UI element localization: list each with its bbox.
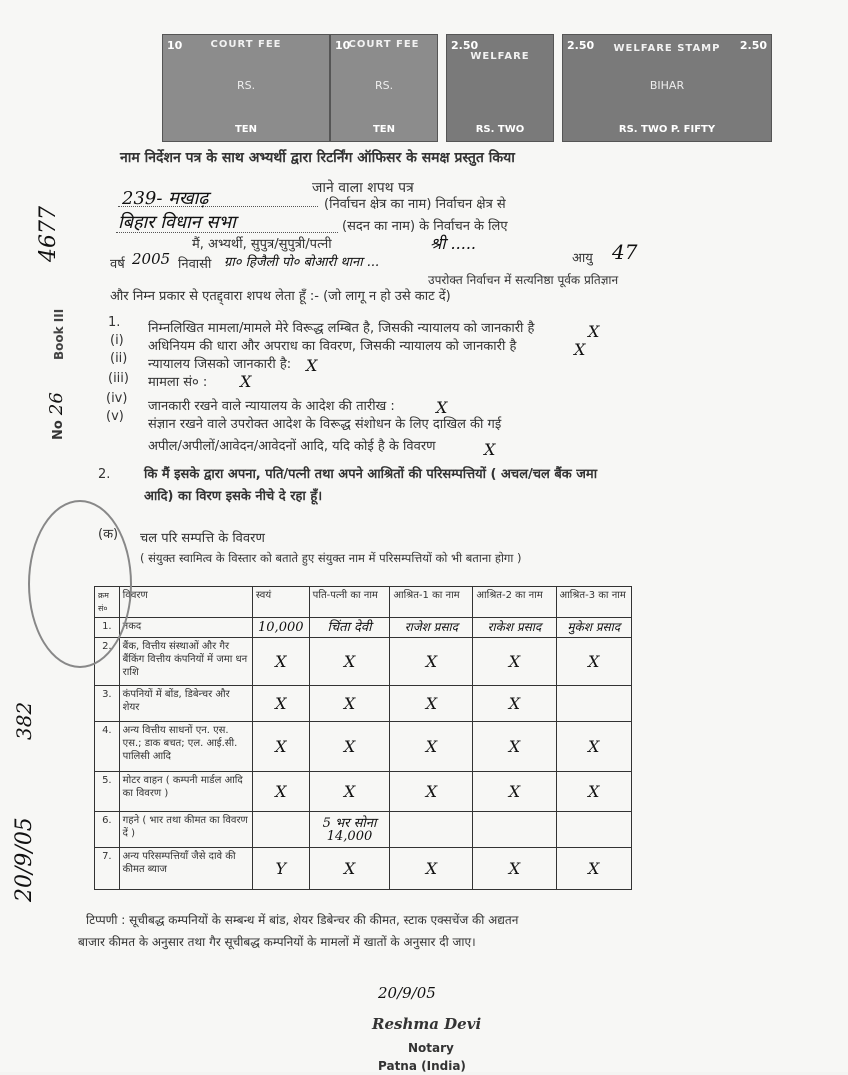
header-cell: आश्रित-1 का नाम xyxy=(390,587,473,618)
table-row: 4. अन्य वित्तीय साधनों एन. एस. एस.; डाक बचत; एल. आई.सी. पालिसी आदि X X X X X xyxy=(95,722,632,772)
section1-number: 1. xyxy=(108,315,121,330)
court-fee-stamp-2: 10 COURT FEE RS. TEN xyxy=(330,34,438,142)
section-ka-note: ( संयुक्त स्वामित्व के विस्तार को बताते हुए संयुक्त नाम में परिसम्पत्तियों को भी बताना होगा ) xyxy=(140,551,522,565)
section2-number: 2. xyxy=(98,467,111,482)
item-i-text: अधिनियम की धारा और अपराध का विवरण, जिसकी न्यायालय को जानकारी है xyxy=(148,339,517,354)
year-label: वर्ष xyxy=(110,257,125,272)
age-handwritten: 47 xyxy=(612,240,638,264)
house-label: (सदन का नाम) के निर्वाचन के लिए xyxy=(342,219,508,234)
header-cell: आश्रित-2 का नाम xyxy=(473,587,556,618)
header-line-2: जाने वाला शपथ पत्र xyxy=(312,180,414,196)
section-ka-title: चल परि सम्पत्ति के विवरण xyxy=(140,531,265,546)
section1-text: निम्नलिखित मामला/मामले मेरे विरूद्ध लम्बित है, जिसकी न्यायालय को जानकारी है xyxy=(148,321,535,336)
header-cell: पति-पत्नी का नाम xyxy=(309,587,390,618)
margin-date: 20/9/05 xyxy=(12,817,37,902)
item-i-mark: X xyxy=(574,340,586,359)
header-cell: आश्रित-3 का नाम xyxy=(556,587,632,618)
candidate-label: मैं, अभ्यर्थी, सुपुत्र/सुपुत्री/पत्नी xyxy=(192,237,332,252)
resident-label: निवासी xyxy=(178,257,212,272)
section2-line-2: आदि) का विरण इसके नीचे दे रहा हूँ। xyxy=(144,489,323,504)
item-ii-text: न्यायालय जिसको जानकारी है: xyxy=(148,357,292,372)
header-cell: क्रम सं० xyxy=(95,587,120,618)
item-iii-label: (iii) xyxy=(108,371,129,386)
item-iii-mark: X xyxy=(240,372,252,391)
notary-signature: 20/9/05 xyxy=(378,984,436,1002)
address-handwritten: ग्रा० हिजैली पो० बोआरी थाना ... xyxy=(224,255,380,270)
section2-line-1: कि मैं इसके द्वारा अपना, पति/पत्नी तथा अपने आश्रितों की परिसम्पत्तियों ( अचल/चल बैंक जमा xyxy=(144,467,598,482)
item-v-text: संज्ञान रखने वाले उपरोक्त आदेश के विरूद्ध संशोधन के लिए दाखिल की गई xyxy=(148,417,502,432)
oath-continue: उपरोक्त निर्वाचन में सत्यनिष्ठा पूर्वक प्रतिज्ञान xyxy=(428,273,619,287)
item-iv-label: (iv) xyxy=(106,391,128,406)
notary-name: Reshma Devi xyxy=(372,1015,482,1033)
house-line xyxy=(116,232,338,233)
item-v-label: (v) xyxy=(106,409,124,424)
table-row: 7. अन्य परिसम्पत्तियाँ जैसे दावे की कीमत ब्याज Y X X X X xyxy=(95,848,632,890)
welfare-stamp-1: 2.50 WELFARE RS. TWO xyxy=(446,34,554,142)
oath-line-2: और निम्न प्रकार से एतद्द्वारा शपथ लेता हूँ :- (जो लागू न हो उसे काट दें) xyxy=(110,289,451,304)
table-row: 3. कंपनियों में बोंड, डिबेन्चर और शेयर X X X X xyxy=(95,686,632,722)
candidate-handwritten: श्री ..... xyxy=(430,234,476,253)
margin-page-number: 382 xyxy=(12,701,36,740)
section1-mark: X xyxy=(588,322,600,341)
age-label: आयु xyxy=(572,251,593,266)
footnote-line-2: बाजार कीमत के अनुसार तथा गैर सूचीबद्ध कम्पनियों के मामलों में खातों के अनुसार दी जाए। xyxy=(78,935,476,949)
table-row: 2. बैंक, वित्तीय संस्थाओं और गैर बैंकिंग वित्तीय कंपनियों में जमा धन राशि X X X X X xyxy=(95,638,632,686)
serial-number: No 26 xyxy=(46,392,67,440)
footnote-line-1: टिप्पणी : सूचीबद्ध कम्पनियों के सम्बन्ध में बांड, शेयर डिबेन्चर की कीमत, स्टाक एक्सचेंज की अद्यतन xyxy=(86,913,519,927)
item-iii-text: मामला सं० : xyxy=(148,375,208,390)
header-line-1: नाम निर्देशन पत्र के साथ अभ्यर्थी द्वारा रिटर्निंग ऑफिसर के समक्ष प्रस्तुत किया xyxy=(120,150,515,166)
notary-seal xyxy=(28,500,132,668)
table-row: 5. मोटर वाहन ( कम्पनी मार्डल आदि का विवरण ) X X X X X xyxy=(95,772,632,812)
notary-title: Notary xyxy=(408,1041,454,1055)
item-v-mark: X xyxy=(484,440,496,459)
header-cell: विवरण xyxy=(119,587,252,618)
court-fee-stamp-1: 10 COURT FEE RS. TEN xyxy=(162,34,330,142)
constituency-line xyxy=(118,206,318,207)
item-ii-mark: X xyxy=(306,356,318,375)
table-row: 6. गहने ( भार तथा कीमत का विवरण दें ) 5 भर सोना 14,000 xyxy=(95,812,632,848)
item-iv-mark: X xyxy=(436,398,448,417)
book-label: Book III xyxy=(52,308,66,360)
header-cell: स्वयं xyxy=(252,587,309,618)
section-ka-label: (क) xyxy=(98,527,119,542)
constituency-label: (निर्वाचन क्षेत्र का नाम) निर्वाचन क्षेत्र से xyxy=(324,197,506,212)
item-i-label: (i) xyxy=(110,333,124,348)
item-iv-text: जानकारी रखने वाले न्यायालय के आदेश की तारीख : xyxy=(148,399,395,414)
movable-assets-table xyxy=(94,586,632,890)
year-handwritten: 2005 xyxy=(132,250,171,268)
item-v-text-2: अपील/अपीलों/आवेदन/आवेदनों आदि, यदि कोई है के विवरण xyxy=(148,439,436,454)
item-ii-label: (ii) xyxy=(110,351,128,366)
constituency-handwritten: 239- मखाढ़ xyxy=(122,188,209,209)
welfare-stamp-2: 2.50 2.50 WELFARE STAMP BIHAR RS. TWO P. FIFTY xyxy=(562,34,772,142)
notary-place: Patna (India) xyxy=(378,1059,466,1073)
table-header-row xyxy=(95,587,632,618)
register-number: 4677 xyxy=(36,206,61,262)
house-handwritten: बिहार विधान सभा xyxy=(118,212,236,233)
table-row: 1. नकद 10,000 चिंता देवी राजेश प्रसाद राकेश प्रसाद मुकेश प्रसाद xyxy=(95,618,632,638)
